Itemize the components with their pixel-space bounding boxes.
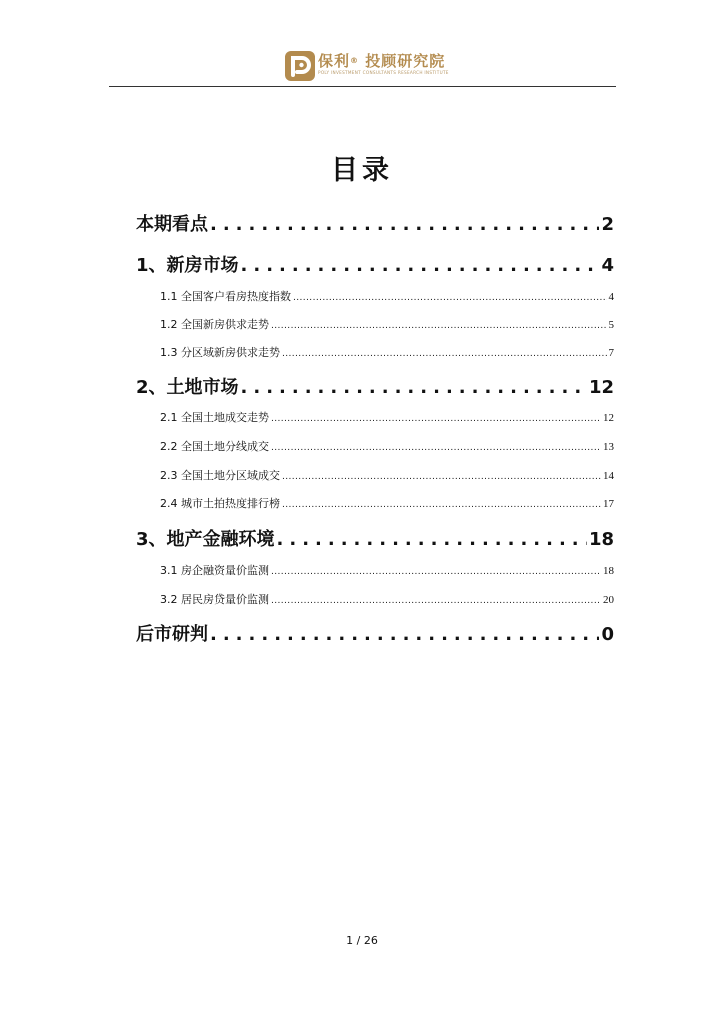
toc-entry-page: 4 <box>601 255 614 276</box>
toc-entry-section-1[interactable] <box>136 251 614 277</box>
toc-entry-label: 3、地产金融环境 <box>136 529 275 550</box>
toc-leader-dots <box>293 293 607 303</box>
toc-leader-dots <box>271 596 601 606</box>
toc-entry-label: 后市研判 <box>136 624 208 645</box>
toc-entry-highlights[interactable] <box>136 210 614 236</box>
toc-entry-label: 2.1 全国土地成交走势 <box>160 411 269 424</box>
toc-leader-dots <box>241 255 600 276</box>
toc-entry-page: 18 <box>603 565 614 577</box>
toc-entry-label: 1.1 全国客户看房热度指数 <box>160 290 291 303</box>
toc-entry-page: 5 <box>608 319 614 331</box>
poly-logo-icon <box>284 50 316 82</box>
toc-entry-page: 0 <box>601 624 614 645</box>
toc-entry-page: 12 <box>588 377 614 398</box>
toc-leader-dots <box>282 500 601 510</box>
toc-entry-label: 2.2 全国土地分线成交 <box>160 440 269 453</box>
toc-entry-page: 4 <box>608 291 614 303</box>
brand-institute: 投顾研究院 <box>365 52 446 70</box>
toc-leader-dots <box>271 414 601 424</box>
toc-entry-label: 1、新房市场 <box>136 255 239 276</box>
toc-entry-3-1[interactable] <box>160 562 614 578</box>
page-number: 1 / 26 <box>346 934 378 947</box>
toc-entry-page: 20 <box>603 594 614 606</box>
toc-entry-3-2[interactable] <box>160 591 614 607</box>
toc-entry-page: 7 <box>608 347 614 359</box>
toc-entry-section-3[interactable] <box>136 525 614 551</box>
toc-leader-dots <box>210 624 599 645</box>
toc-leader-dots <box>271 443 601 453</box>
toc-entry-page: 18 <box>588 529 614 550</box>
toc-entry-2-3[interactable] <box>160 467 614 483</box>
toc-leader-dots <box>277 529 587 550</box>
toc-entry-label: 2、土地市场 <box>136 377 239 398</box>
toc-leader-dots <box>241 377 587 398</box>
toc-entry-page: 2 <box>601 214 614 235</box>
toc-entry-label: 2.3 全国土地分区域成交 <box>160 469 280 482</box>
toc-entry-page: 13 <box>603 441 614 453</box>
toc-entry-1-1[interactable] <box>160 288 614 304</box>
toc-entry-page: 14 <box>603 470 614 482</box>
toc-entry-1-3[interactable] <box>160 344 614 360</box>
toc-entry-label: 2.4 城市土拍热度排行榜 <box>160 497 280 510</box>
brand-block <box>318 52 449 76</box>
toc-leader-dots <box>282 472 601 482</box>
toc-entry-2-2[interactable] <box>160 438 614 454</box>
registered-mark: ® <box>350 56 360 65</box>
toc-entry-2-4[interactable] <box>160 495 614 511</box>
toc-entry-1-2[interactable] <box>160 316 614 332</box>
toc-entry-page: 17 <box>603 498 614 510</box>
toc-entry-label: 3.1 房企融资量价监测 <box>160 564 269 577</box>
toc-entry-outlook[interactable] <box>136 620 614 646</box>
toc-leader-dots <box>282 349 607 359</box>
toc-entry-label: 1.3 分区域新房供求走势 <box>160 346 280 359</box>
toc-leader-dots <box>271 321 607 331</box>
toc-entry-2-1[interactable] <box>160 409 614 425</box>
toc-entry-label: 本期看点 <box>136 214 208 235</box>
toc-leader-dots <box>210 214 599 235</box>
toc-entry-label: 3.2 居民房贷量价监测 <box>160 593 269 606</box>
toc-entry-section-2[interactable] <box>136 373 614 399</box>
page-header <box>0 0 724 88</box>
brand-english: POLY INVESTMENT CONSULTANTS RESEARCH INSTITUTE <box>318 70 449 75</box>
toc-leader-dots <box>271 567 601 577</box>
header-divider <box>109 86 616 87</box>
toc-title: 目录 <box>331 155 393 186</box>
brand-name: 保利 <box>318 52 351 70</box>
toc-entry-page: 12 <box>603 412 614 424</box>
toc-entry-label: 1.2 全国新房供求走势 <box>160 318 269 331</box>
